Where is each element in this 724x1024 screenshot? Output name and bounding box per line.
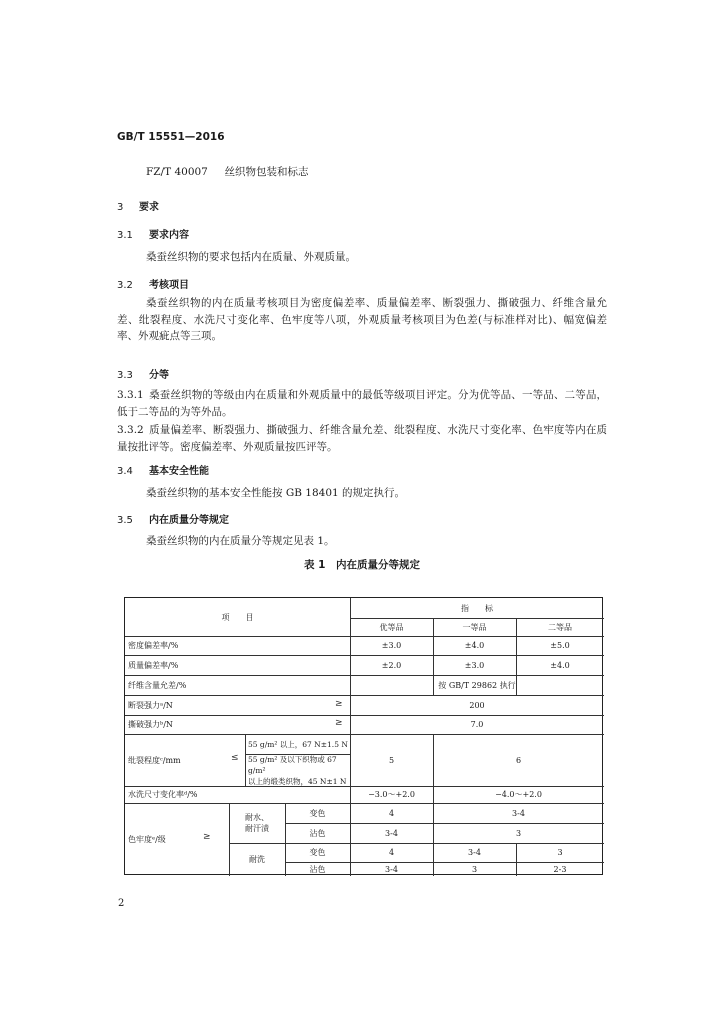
- cell-value: 4: [388, 848, 395, 857]
- cell-value: ±5.0: [550, 641, 570, 650]
- ge-symbol: ≥: [335, 699, 343, 709]
- section-3-4-heading: 3.4 基本安全性能: [117, 466, 209, 477]
- cell-value: ±2.0: [381, 660, 402, 670]
- section-3-3-heading: 3.3 分等: [117, 370, 169, 381]
- le-symbol: ≤: [231, 753, 239, 763]
- section-3-2-body: 桑蚕丝织物的内在质量考核项目为密度偏差率、质量偏差率、断裂强力、撕破强力、纤维含量允差、纰裂程度、水洗尺寸变化率、色牢度等八项，外观质量考核项目为色差(与标准样对比)、幅宽偏差率、外观疵点等三项。: [117, 297, 607, 342]
- ge-symbol: ≥: [335, 718, 343, 728]
- table-caption: 表 1 内在质量分等规定: [304, 559, 420, 571]
- color-water-label: 耐水、: [245, 813, 269, 822]
- color-water-sweat-label: [229, 803, 285, 843]
- row-label-slippage: 纰裂程度ᶜ/mm: [128, 755, 181, 765]
- row-label-wash-change: 水洗尺寸变化率ᵈ/%: [128, 790, 198, 799]
- cell-value: 3: [557, 848, 563, 857]
- cell-value: −3.0～+2.0: [368, 790, 415, 799]
- standard-code: GB/T 15551—2016: [117, 131, 225, 143]
- slippage-condition-light: [245, 754, 350, 786]
- cell-value: 4: [388, 808, 395, 818]
- section-3-3-1: [117, 387, 607, 420]
- cell-value: 3: [515, 828, 522, 838]
- cell-value: ±3.0: [464, 660, 485, 670]
- row-label-density: 密度偏差率/%: [128, 641, 179, 650]
- row-label-tear: 撕破强力ᵇ/N: [128, 720, 173, 729]
- row-label-fiber: 纤维含量允差/%: [128, 680, 187, 690]
- color-wash-label: 耐洗: [249, 855, 265, 864]
- normative-reference: [146, 164, 309, 179]
- cell-value: 按 GB/T 29862 执行: [438, 680, 516, 690]
- section-3-heading: 3 要求: [117, 202, 159, 213]
- cell-value: −4.0～+2.0: [495, 790, 542, 799]
- header-grade-premium: 优等品: [379, 622, 404, 632]
- section-3-4-body: 桑蚕丝织物的基本安全性能按 GB 18401 的规定执行。: [146, 487, 406, 499]
- cell-value: 7.0: [470, 720, 484, 729]
- section-3-3-2-body: 质量偏差率、断裂强力、撕破强力、纤维含量允差、纰裂程度、水洗尺寸变化率、色牢度等内在质量按批评等。密度偏差率、外观质量按匹评等。: [117, 424, 607, 453]
- section-3-3-1-body: 桑蚕丝织物的等级由内在质量和外观质量中的最低等级项目评定。分为优等品、一等品、二等品，低于二等品的为等外品。: [117, 389, 607, 418]
- row-label-tensile: 断裂强力ᵃ/N: [128, 700, 173, 710]
- section-3-5-heading: 3.5 内在质量分等规定: [117, 515, 229, 526]
- section-3-3-2: [117, 422, 607, 455]
- quality-grading-table: [124, 597, 603, 875]
- row-label-color-fastness: 色牢度ᵉ/级: [128, 835, 166, 844]
- cell-value: 3-4: [512, 808, 525, 818]
- cell-value: 3-4: [385, 828, 398, 838]
- header-grade-first: 一等品: [462, 622, 487, 632]
- section-3-5-body: 桑蚕丝织物的内在质量分等规定见表 1。: [146, 535, 335, 547]
- reference-code: FZ/T 40007: [146, 166, 208, 178]
- header-grade-second: 二等品: [548, 622, 572, 632]
- cell-value: 200: [469, 700, 485, 710]
- cell-value: ±4.0: [464, 641, 485, 650]
- cell-value: ±4.0: [550, 660, 570, 670]
- color-sweat-label: 耐汗渍: [245, 824, 269, 833]
- cell-value: 3-4: [468, 848, 481, 857]
- header-index: 指 标: [461, 603, 493, 613]
- header-item: 项 目: [221, 612, 254, 622]
- cell-value: 5: [388, 755, 395, 765]
- color-stain-label: 沾色: [309, 864, 326, 874]
- cell-value: ±3.0: [381, 641, 402, 650]
- color-change-label: 变色: [309, 808, 326, 818]
- color-change-label: 变色: [309, 848, 326, 857]
- slippage-condition-light-line1: 55 g/m² 及以下织物或 67 g/m²: [248, 754, 337, 775]
- cell-value: 2-3: [553, 864, 567, 874]
- cell-value: 6: [515, 755, 522, 765]
- slippage-condition-heavy: 55 g/m² 以上，67 N±1.5 N: [248, 739, 348, 749]
- slippage-condition-light-line2: 以上的缎类织物，45 N±1 N: [248, 776, 347, 786]
- section-3-1-heading: 3.1 要求内容: [117, 230, 189, 241]
- cell-value: 3-4: [385, 864, 398, 874]
- page-number: 2: [118, 898, 125, 909]
- cell-value: 3: [471, 864, 478, 874]
- section-3-1-body: 桑蚕丝织物的要求包括内在质量、外观质量。: [146, 251, 356, 263]
- section-3-3-1-num: 3.3.1: [117, 389, 144, 401]
- row-label-mass: 质量偏差率/%: [128, 660, 179, 670]
- section-3-2-heading: 3.2 考核项目: [117, 280, 189, 291]
- reference-title: 丝织物包装和标志: [224, 166, 309, 178]
- color-stain-label: 沾色: [309, 828, 326, 838]
- ge-symbol: ≥: [203, 832, 211, 842]
- section-3-3-2-num: 3.3.2: [117, 424, 144, 436]
